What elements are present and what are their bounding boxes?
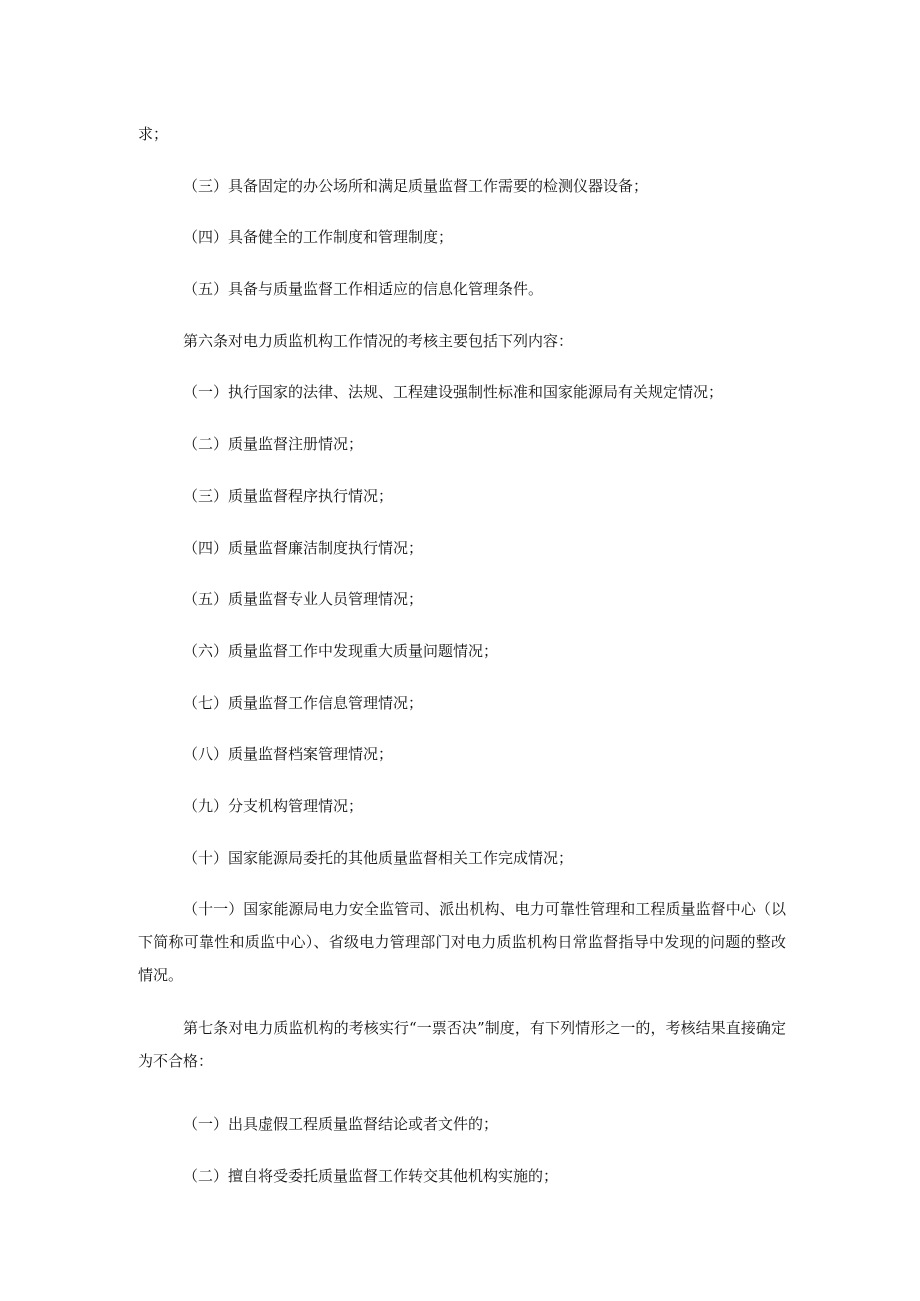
paragraph-continuation: 求； [138, 125, 169, 143]
paragraph-item: （五）质量监督专业人员管理情况； [183, 590, 424, 608]
paragraph-item: （五）具备与质量监督工作相适应的信息化管理条件。 [183, 280, 544, 298]
paragraph-item: （二）质量监督注册情况； [183, 435, 364, 453]
paragraph-item: （一）执行国家的法律、法规、工程建设强制性标准和国家能源局有关规定情况； [183, 383, 724, 401]
paragraph-item: （三）具备固定的办公场所和满足质量监督工作需要的检测仪器设备； [183, 177, 649, 195]
paragraph-item: （七）质量监督工作信息管理情况； [183, 694, 424, 712]
paragraph-item: （三）质量监督程序执行情况； [183, 487, 394, 505]
paragraph-item: （一）出具虚假工程质量监督结论或者文件的； [183, 1115, 499, 1133]
paragraph-item-multiline: （十一）国家能源局电力安全监管司、派出机构、电力可靠性管理和工程质量监督中心（以下简称可靠性和质监中心）、省级电力管理部门对电力质监机构日常监督指导中发现的问题的整改情况。 [138, 900, 786, 984]
paragraph-item: （九）分支机构管理情况； [183, 797, 364, 815]
article-six-heading: 第六条对电力质监机构工作情况的考核主要包括下列内容： [183, 332, 574, 350]
paragraph-item: （八）质量监督档案管理情况； [183, 745, 394, 763]
paragraph-item: （十）国家能源局委托的其他质量监督相关工作完成情况； [183, 849, 574, 867]
paragraph-item: （二）擅自将受委托质量监督工作转交其他机构实施的； [183, 1167, 559, 1185]
paragraph-item: （六）质量监督工作中发现重大质量问题情况； [183, 642, 499, 660]
article-seven-heading: 第七条对电力质监机构的考核实行“一票否决”制度，有下列情形之一的，考核结果直接确定为不合格： [138, 1019, 786, 1070]
paragraph-item: （四）质量监督廉洁制度执行情况； [183, 539, 424, 557]
paragraph-item: （四）具备健全的工作制度和管理制度； [183, 228, 454, 246]
